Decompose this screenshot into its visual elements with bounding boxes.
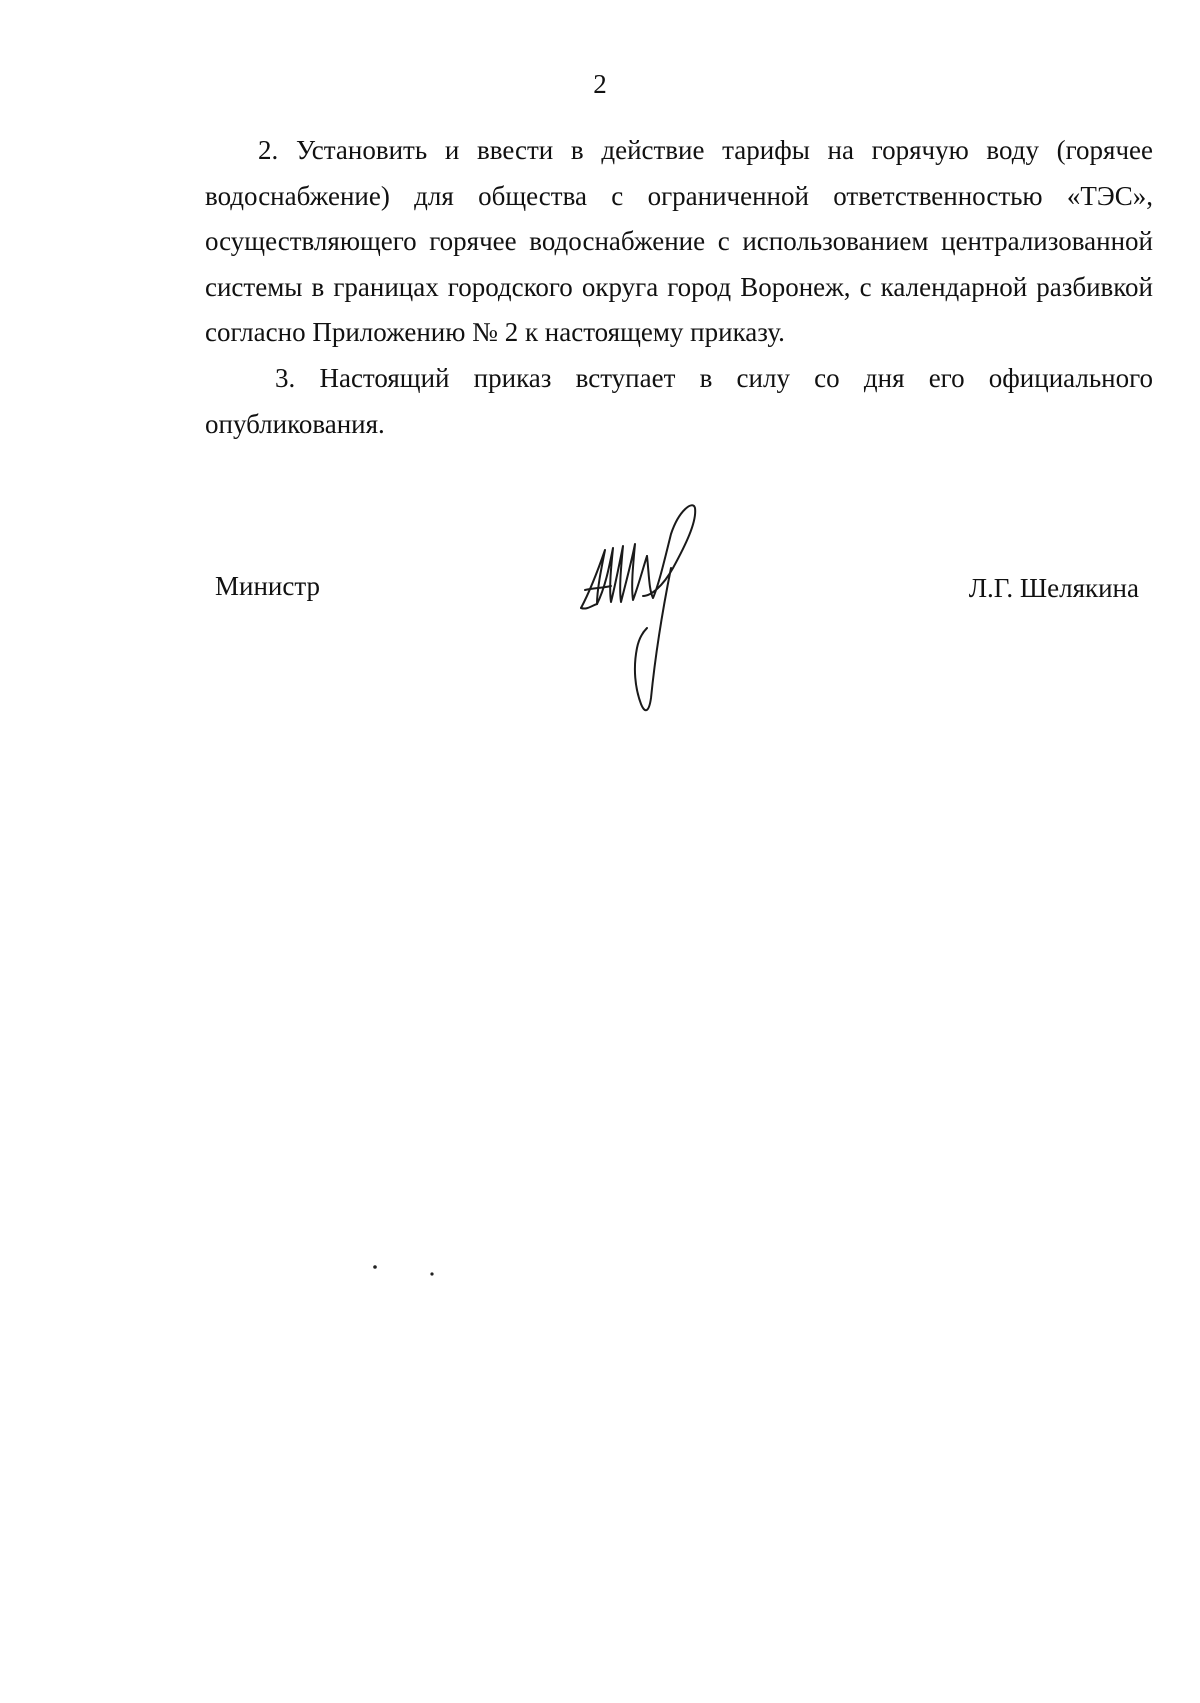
scan-specks [370, 1262, 450, 1282]
paragraph-2: 2. Установить и ввести в действие тарифы на горячую воду (горячее водоснабжение) для общества с ограниченной ответственностью «ТЭС», осуществляющего горячее водоснабжение с использованием централизованной системы в границах городского округа город Воронеж, с календарной разбивкой согласно Приложению № 2 к настоящему приказу. [205, 135, 1153, 348]
document-body [205, 128, 1153, 447]
signatory-title: Министр [215, 571, 320, 601]
page-number: 2 [593, 69, 607, 99]
handwritten-signature [575, 498, 715, 718]
signatory-name: Л.Г. Шелякина [968, 573, 1139, 603]
paragraph-3: 3. Настоящий приказ вступает в силу со дня его официального опубликования. [205, 362, 1153, 439]
